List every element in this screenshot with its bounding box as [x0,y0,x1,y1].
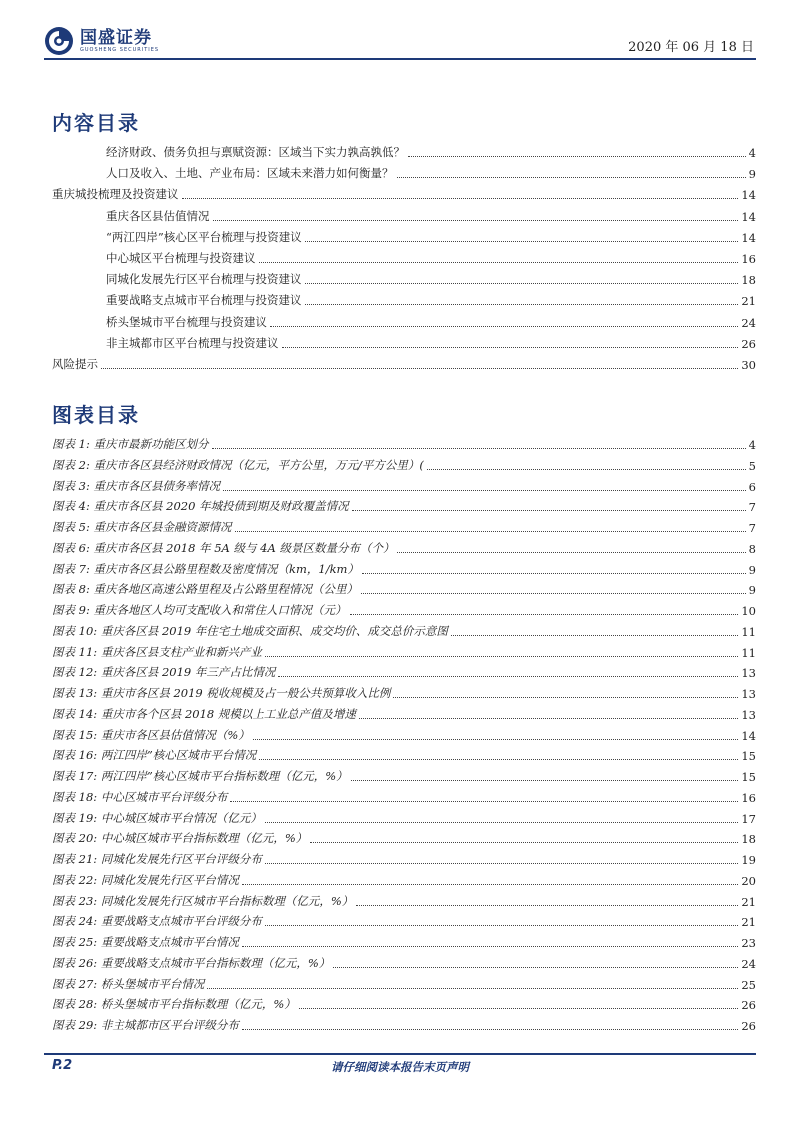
dot-leader [265,656,739,657]
figure-entry[interactable] [52,664,756,680]
entry-page-number: 8 [748,541,756,556]
figure-entry[interactable] [52,1017,756,1033]
entry-title: 重要战略支点城市平台梳理与投资建议 [106,293,302,308]
brand-logo-icon [44,26,74,56]
figure-entry[interactable] [52,623,756,639]
dot-leader [451,635,738,636]
dot-leader [213,220,739,221]
entry-title: 图表 20: 中心城区城市平台指标数理（亿元，%） [52,831,308,846]
figure-entry[interactable] [52,519,756,535]
dot-leader [223,490,746,491]
contents-entry[interactable] [52,186,756,202]
entry-title: 图表 23: 同城化发展先行区城市平台指标数理（亿元，%） [52,893,354,908]
dot-leader [351,780,739,781]
figure-entry[interactable] [52,955,756,971]
page-number: P.2 [52,1058,73,1073]
entry-page-number: 26 [741,336,756,351]
figure-entry[interactable] [52,436,756,452]
entry-title: 图表 24: 重要战略支点城市平台评级分布 [52,914,262,929]
dot-leader [305,283,739,284]
entry-title: 图表 3: 重庆市各区县债务率情况 [52,478,221,493]
entry-page-number: 11 [741,645,756,660]
footer-divider [44,1053,756,1055]
entry-title: “两江四岸”核心区平台梳理与投资建议 [106,229,302,244]
entry-title: 图表 4: 重庆市各区县 2020 年城投债到期及财政覆盖情况 [52,499,349,514]
dot-leader [299,1008,739,1009]
contents-entry[interactable] [106,314,756,330]
dot-leader [259,262,739,263]
dot-leader [393,697,738,698]
dot-leader [253,739,739,740]
entry-title: 中心城区平台梳理与投资建议 [106,251,256,265]
entry-title: 桥头堡城市平台梳理与投资建议 [106,314,267,329]
figure-entry[interactable] [52,706,756,722]
dot-leader [359,718,738,719]
figure-entry[interactable] [52,540,756,556]
dot-leader [212,448,746,449]
entry-page-number: 16 [741,252,756,266]
entry-page-number: 18 [741,273,756,288]
dot-leader [242,946,739,947]
figure-entry[interactable] [52,747,756,763]
entry-page-number: 21 [741,294,756,309]
entry-title: 图表 25: 重要战略支点城市平台情况 [52,935,239,949]
contents-entry[interactable] [106,271,756,287]
entry-title: 图表 9: 重庆各地区人均可支配收入和常住人口情况（元） [52,603,347,617]
contents-entry[interactable] [106,165,756,181]
dot-leader [333,967,738,968]
figure-entry[interactable] [52,581,756,597]
entry-page-number: 24 [741,956,756,971]
entry-title: 图表 18: 中心区城市平台评级分布 [52,789,228,804]
dot-leader [265,863,739,864]
entry-title: 人口及收入、土地、产业布局：区域未来潜力如何衡量？ [106,166,394,181]
entry-page-number: 9 [748,583,756,598]
contents-entry[interactable] [106,144,756,160]
entry-title: 图表 17: 两江四岸”核心区城市平台指标数理（亿元，%） [52,769,348,783]
dot-leader [305,241,739,242]
dot-leader [352,510,746,511]
entry-page-number: 9 [748,167,756,182]
figure-entry[interactable] [52,893,756,909]
contents-entry[interactable] [106,208,756,224]
figure-entry[interactable] [52,727,756,743]
figure-entry[interactable] [52,685,756,701]
dot-leader [397,552,745,553]
figure-entry[interactable] [52,976,756,992]
entry-title: 图表 28: 桥头堡城市平台指标数理（亿元，%） [52,997,296,1012]
dot-leader [282,347,739,348]
figure-entry[interactable] [52,810,756,826]
dot-leader [361,593,746,594]
entry-page-number: 23 [741,936,756,950]
entry-title: 图表 13: 重庆市各区县 2019 税收规模及占一般公共预算收入比例 [52,686,391,700]
dot-leader [101,368,738,369]
figure-entry[interactable] [52,498,756,514]
entry-page-number: 21 [741,915,756,930]
footer-disclaimer: 请仔细阅读本报告末页声明 [331,1060,469,1074]
figure-entry[interactable] [52,644,756,660]
contents-entry[interactable] [106,335,756,351]
entry-page-number: 18 [741,832,756,847]
entry-title: 图表 21: 同城化发展先行区平台评级分布 [52,852,262,866]
entry-page-number: 16 [741,790,756,805]
figure-entry[interactable] [52,996,756,1012]
entry-title: 图表 15: 重庆市各区县估值情况（%） [52,727,250,742]
dot-leader [278,676,738,677]
entry-page-number: 14 [741,728,756,743]
entry-page-number: 4 [748,438,756,452]
entry-page-number: 13 [741,707,756,722]
entry-title: 图表 14: 重庆市各个区县 2018 规模以上工业总产值及增速 [52,706,356,721]
dot-leader [310,842,738,843]
page-header [0,0,800,60]
entry-title: 重庆城投梳理及投资建议 [52,187,179,202]
entry-title: 同城化发展先行区平台梳理与投资建议 [106,272,302,287]
entry-page-number: 9 [748,562,756,577]
dot-leader [356,905,738,906]
contents-entry[interactable] [106,292,756,308]
entry-page-number: 13 [741,687,756,701]
entry-page-number: 6 [748,479,756,494]
figure-entry[interactable] [52,872,756,888]
brand-logo [44,26,159,56]
dot-leader [397,177,746,178]
entry-title: 图表 6: 重庆市各区县 2018 年 5A 级与 4A 级景区数量分布（个） [52,540,395,555]
figure-entry[interactable] [52,934,756,950]
entry-title: 图表 10: 重庆各区县 2019 年住宅土地成交面积、成交均价、成交总价示意图 [52,623,448,638]
dot-leader [242,884,739,885]
dot-leader [270,326,738,327]
entry-title: 图表 1: 重庆市最新功能区划分 [52,437,209,451]
entry-page-number: 21 [741,894,756,909]
contents-entry[interactable] [52,356,756,372]
entry-title: 图表 27: 桥头堡城市平台情况 [52,976,205,991]
entry-page-number: 14 [741,188,756,203]
dot-leader [182,198,739,199]
entry-title: 图表 29: 非主城都市区平台评级分布 [52,1018,239,1032]
entry-page-number: 24 [741,315,756,330]
contents-title: 内容目录 [52,111,140,135]
entry-title: 图表 2: 重庆市各区县经济财政情况（亿元，平方公里，万元/平方公里）( [52,457,424,472]
figure-entry[interactable] [52,457,756,473]
dot-leader [230,801,738,802]
header-divider [44,58,756,60]
entry-page-number: 19 [741,853,756,867]
entry-title: 图表 26: 重要战略支点城市平台指标数理（亿元，%） [52,955,331,970]
figure-entry[interactable] [52,830,756,846]
figure-entry[interactable] [52,561,756,577]
report-date: 2020 年 06 月 18 日 [628,40,754,55]
entry-page-number: 10 [741,604,756,618]
figures-title: 图表目录 [52,403,140,427]
dot-leader [235,531,746,532]
contents-entry[interactable] [106,250,756,266]
entry-page-number: 7 [748,500,756,515]
figure-entry[interactable] [52,851,756,867]
entry-page-number: 14 [741,230,756,245]
entry-page-number: 11 [741,624,756,639]
entry-page-number: 13 [741,666,756,681]
entry-page-number: 7 [748,521,756,535]
entry-page-number: 17 [741,811,756,826]
entry-page-number: 26 [741,998,756,1013]
entry-title: 图表 8: 重庆各地区高速公路里程及占公路里程情况（公里） [52,582,358,597]
figure-entry[interactable] [52,789,756,805]
brand-name-en: GUOSHENG SECURITIES [80,46,160,53]
entry-page-number: 26 [741,1019,756,1033]
dot-leader [207,988,738,989]
dot-leader [408,156,746,157]
entry-page-number: 30 [741,358,756,372]
dot-leader [305,304,739,305]
entry-page-number: 20 [741,873,756,888]
entry-page-number: 25 [741,977,756,992]
entry-page-number: 14 [741,209,756,224]
figure-entry[interactable] [52,602,756,618]
entry-title: 重庆各区县估值情况 [106,208,210,223]
entry-title: 风险提示 [52,357,98,371]
figure-entry[interactable] [52,768,756,784]
entry-page-number: 5 [748,458,756,473]
entry-page-number: 15 [741,770,756,784]
dot-leader [427,469,746,470]
entry-title: 图表 11: 重庆各区县支柱产业和新兴产业 [52,644,262,659]
entry-title: 图表 7: 重庆市各区县公路里程数及密度情况（km，1/km） [52,561,359,576]
contents-entry[interactable] [106,229,756,245]
entry-page-number: 4 [748,146,756,160]
entry-title: 图表 22: 同城化发展先行区平台情况 [52,872,239,887]
entry-page-number: 15 [741,749,756,764]
brand-name-cn: 国盛证券 [80,27,152,48]
entry-title: 非主城都市区平台梳理与投资建议 [106,335,279,350]
dot-leader [362,573,746,574]
dot-leader [265,925,739,926]
dot-leader [265,822,739,823]
entry-title: 经济财政、债务负担与禀赋资源：区域当下实力孰高孰低？ [106,145,405,159]
entry-title: 图表 16: 两江四岸”核心区城市平台情况 [52,748,257,763]
dot-leader [259,759,738,760]
dot-leader [350,614,739,615]
entry-title: 图表 5: 重庆市各区县金融资源情况 [52,520,232,534]
dot-leader [242,1029,739,1030]
entry-title: 图表 12: 重庆各区县 2019 年三产占比情况 [52,665,276,680]
entry-title: 图表 19: 中心城区城市平台情况（亿元） [52,810,262,825]
figure-entry[interactable] [52,478,756,494]
figure-entry[interactable] [52,913,756,929]
